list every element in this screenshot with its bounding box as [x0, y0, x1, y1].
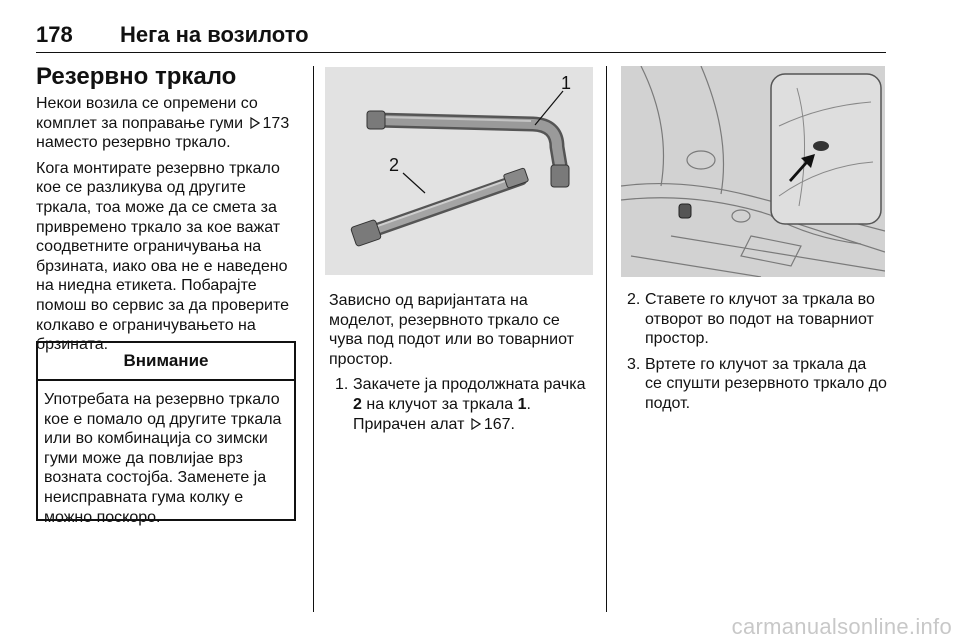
temporary-wheel-paragraph: Кога монтирате резервно тркало кое се разликува од другите тркала, тоа може да се смета за привремено тркало за кое важат соодветните ограничувања на брзината, иако ова не е наведено на ниедна етикета. Побарајте помош во сервис за да проверите колкаво е ограничувањето на брзината. — [36, 159, 290, 354]
storage-paragraph: Зависно од варијантата на моделот, резервното тркало се чува под подот или во товарниот простор. — [329, 292, 574, 368]
step-3: 3. Вртете го клучот за тркала да се спушти резервното тркало до подот. — [627, 355, 887, 412]
page-reference-icon — [471, 418, 481, 430]
column-divider-2 — [606, 66, 607, 612]
wrench-socket-icon — [679, 204, 691, 218]
intro-paragraph: Некои возила се опремени со комплет за поправање гуми 173 наместо резервно тркало. — [36, 95, 290, 152]
steps-list-2 — [621, 290, 887, 414]
floor-opening-icon — [813, 141, 829, 151]
section-title: Нега на возилото — [120, 22, 309, 47]
callout-label-1: 1 — [561, 73, 572, 93]
page-reference-icon — [250, 117, 260, 129]
header-divider — [36, 52, 886, 53]
wheel-wrench-illustration — [325, 67, 593, 275]
caution-text: Употребата на резервно тркало кое е помало од другите тркала или во комбинација со зимски гуми може да повлијае врз возната состојба. Заменете ја неисправната гума колку е можно поскоро. — [44, 391, 282, 526]
caution-title: Внимание — [38, 343, 294, 381]
page-header — [36, 22, 886, 50]
watermark: carmanualsonline.info — [731, 614, 952, 639]
page-reference[interactable]: 167. — [483, 415, 515, 433]
right-column — [621, 290, 887, 420]
callout-label-2: 2 — [389, 155, 400, 175]
step-1: 1. Закачете ја продолжната рачка 2 на клучот за тркала 1. Прирачен алат 167. — [335, 376, 586, 433]
spare-wheel-heading: Резервно тркало — [36, 63, 237, 90]
middle-column — [329, 291, 597, 440]
cargo-floor-illustration — [621, 66, 885, 277]
column-divider-1 — [313, 66, 314, 612]
step-2: 2. Ставете го клучот за тркала во отворот во подот на товарниот простор. — [627, 291, 875, 348]
page-reference[interactable]: 173 — [262, 114, 290, 132]
steps-list-1 — [329, 375, 597, 434]
caution-box — [36, 341, 296, 526]
page-number: 178 — [36, 22, 73, 47]
left-column — [36, 62, 302, 361]
